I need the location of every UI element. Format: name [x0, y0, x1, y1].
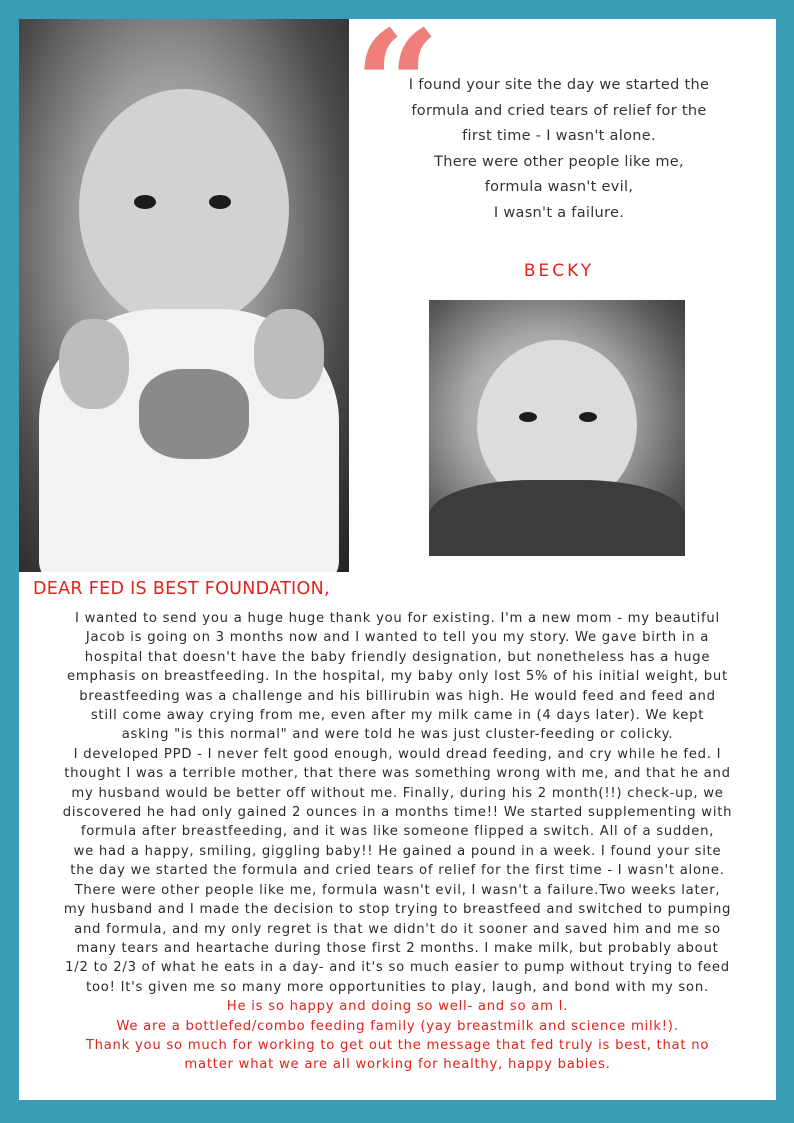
- closing-line: He is so happy and doing so well- and so am I.: [226, 999, 569, 1015]
- closing-line: matter what we are all working for healthy, happy babies.: [184, 1057, 611, 1073]
- letter-line: my husband would be better off without me. Finally, during his 2 month(!!) check-up, we: [71, 785, 724, 801]
- letter-line: many tears and heartache during those first 2 months. I make milk, but probably about: [76, 940, 719, 956]
- letter-line: asking "is this normal" and were told he was just cluster-feeding or colicky.: [121, 727, 674, 743]
- quote-mark-icon: “: [354, 0, 431, 174]
- letter-page: [19, 0, 776, 1100]
- closing-line: We are a bottlefed/combo feeding family (yay breastmilk and science milk!).: [116, 1018, 679, 1034]
- letter-line: thought I was a terrible mother, that there was something wrong with me, and that he and: [64, 766, 731, 782]
- quote-line: first time - I wasn't alone.: [462, 128, 656, 144]
- letter-salutation: DEAR FED IS BEST FOUNDATION,: [33, 579, 330, 599]
- letter-body: [19, 609, 776, 1075]
- pull-quote: [359, 73, 759, 226]
- quote-line: formula wasn't evil,: [484, 179, 634, 195]
- letter-line: my husband and I made the decision to stop trying to breastfeed and switched to pumping: [63, 902, 732, 918]
- letter-line: we had a happy, smiling, giggling baby!! He gained a pound in a week. I found your site: [73, 843, 722, 859]
- letter-line: discovered he had only gained 2 ounces in a months time!! We started supplementing with: [62, 805, 733, 821]
- letter-line: the day we started the formula and cried tears of relief for the first time - I wasn't alone.: [70, 863, 725, 879]
- letter-line: emphasis on breastfeeding. In the hospital, my baby only lost 5% of his initial weight, but: [67, 669, 728, 685]
- letter-line: I developed PPD - I never felt good enough, would dread feeding, and cry while he fed. I: [73, 746, 722, 762]
- baby-photo-large: [19, 19, 349, 572]
- closing-line: Thank you so much for working to get out the message that fed truly is best, that no: [85, 1037, 710, 1053]
- letter-line: hospital that doesn't have the baby friendly designation, but nonetheless has a huge: [84, 649, 711, 665]
- quote-line: I wasn't a failure.: [493, 204, 625, 221]
- quote-line: formula and cried tears of relief for the: [411, 102, 707, 119]
- baby-photo-small: [429, 300, 685, 556]
- letter-line: There were other people like me, formula wasn't evil, I wasn't a failure.Two weeks later,: [74, 882, 721, 898]
- letter-line: 1/2 to 2/3 of what he eats in a day- and it's so much easier to pump without trying to feed: [65, 960, 730, 976]
- quote-author: BECKY: [523, 261, 595, 281]
- letter-line: breastfeeding was a challenge and his billirubin was high. He would feed and feed and: [79, 688, 716, 704]
- letter-line: I wanted to send you a huge huge thank you for existing. I'm a new mom - my beautiful: [75, 611, 720, 626]
- letter-line: and formula, and my only regret is that we didn't do it sooner and saved him and me so: [74, 921, 721, 937]
- letter-line: too! It's given me so many more opportunities to play, laugh, and bond with my son.: [86, 979, 709, 995]
- letter-line: Jacob is going on 3 months now and I wanted to tell you my story. We gave birth in a: [85, 630, 710, 646]
- letter-line: still come away crying from me, even after my milk came in (4 days later). We kept: [90, 708, 705, 724]
- quote-line: I found your site the day we started the: [408, 77, 710, 93]
- quote-line: There were other people like me,: [434, 153, 684, 170]
- letter-line: formula after breastfeeding, and it was like someone flipped a switch. All of a sudden,: [80, 824, 715, 840]
